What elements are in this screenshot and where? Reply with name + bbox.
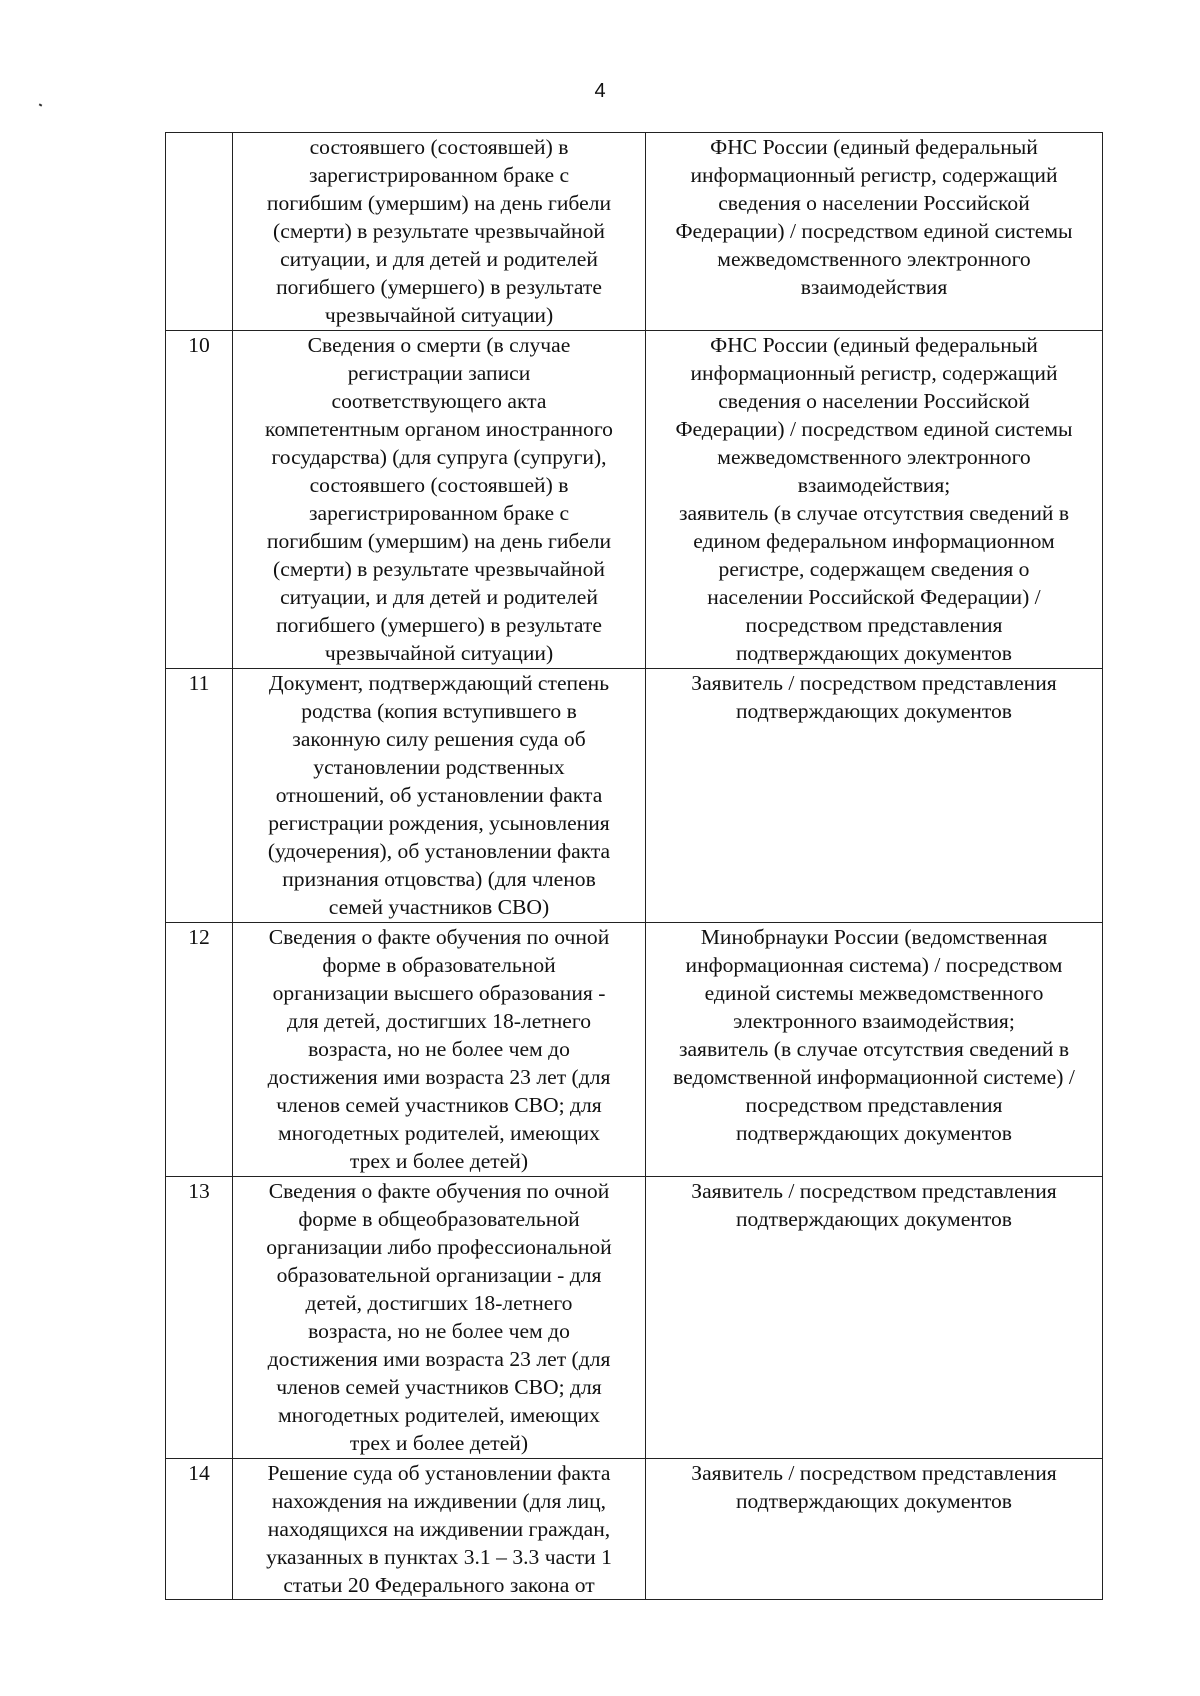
cell-text-line: членов семей участников СВО; для bbox=[276, 1375, 602, 1399]
source-cell bbox=[646, 923, 1103, 1177]
cell-text-line: для детей, достигших 18-летнего bbox=[286, 1009, 591, 1033]
cell-text-line: погибшего (умершего) в результате bbox=[276, 613, 602, 637]
cell-text-line: соответствующего акта bbox=[331, 389, 547, 413]
page-number: 4 bbox=[594, 80, 606, 102]
cell-text-line: взаимодействия bbox=[800, 275, 948, 299]
cell-text-line: находящихся на иждивении граждан, bbox=[267, 1517, 611, 1541]
cell-text-line: чрезвычайной ситуации) bbox=[324, 641, 554, 665]
document-cell bbox=[233, 923, 646, 1177]
table-row bbox=[166, 923, 1103, 1177]
cell-text-line: (смерти) в результате чрезвычайной bbox=[273, 219, 605, 243]
document-cell bbox=[233, 331, 646, 669]
cell-text-line: регистрации записи bbox=[347, 361, 531, 385]
cell-text-line: населении Российской Федерации) / bbox=[707, 585, 1041, 609]
cell-text-line: (удочерения), об установлении факта bbox=[267, 839, 611, 863]
cell-text-line: ФНС России (единый федеральный bbox=[710, 135, 1038, 159]
cell-text-line: регистре, содержащем сведения о bbox=[718, 557, 1030, 581]
cell-text-line: Федерации) / посредством единой системы bbox=[675, 219, 1073, 243]
table-row bbox=[166, 1459, 1103, 1600]
cell-text-line: состоявшего (состоявшей) в bbox=[309, 135, 569, 159]
cell-text-line: межведомственного электронного bbox=[717, 247, 1031, 271]
cell-text-line: Документ, подтверждающий степень bbox=[268, 671, 610, 695]
cell-text-line: семей участников СВО) bbox=[328, 895, 550, 919]
cell-text-line: зарегистрированном браке с bbox=[308, 501, 570, 525]
cell-text-line: погибшим (умершим) на день гибели bbox=[266, 529, 612, 553]
cell-text-line: подтверждающих документов bbox=[735, 1121, 1013, 1145]
cell-text-line: состоявшего (состоявшей) в bbox=[309, 473, 569, 497]
source-cell bbox=[646, 669, 1103, 923]
row-number-cell: 14 bbox=[166, 1459, 233, 1600]
cell-text-line: организации высшего образования - bbox=[272, 981, 606, 1005]
cell-text-line: Заявитель / посредством представления bbox=[691, 1461, 1057, 1485]
cell-text-line: (смерти) в результате чрезвычайной bbox=[273, 557, 605, 581]
cell-text-line: информационный регистр, содержащий bbox=[690, 163, 1058, 187]
row-number-cell bbox=[166, 133, 233, 331]
scan-speck bbox=[39, 103, 43, 106]
cell-text-line: нахождения на иждивении (для лиц, bbox=[271, 1489, 607, 1513]
cell-text-line: отношений, об установлении факта bbox=[275, 783, 603, 807]
documents-table bbox=[165, 132, 1103, 1600]
cell-text-line: ситуации, и для детей и родителей bbox=[280, 247, 598, 271]
row-number-cell: 10 bbox=[166, 331, 233, 669]
cell-text-line: Сведения о смерти (в случае bbox=[307, 333, 571, 357]
source-cell bbox=[646, 1459, 1103, 1600]
source-cell bbox=[646, 1177, 1103, 1459]
cell-text-line: Минобрнауки России (ведомственная bbox=[700, 925, 1048, 949]
table-row bbox=[166, 133, 1103, 331]
cell-text-line: заявитель (в случае отсутствия сведений в bbox=[678, 501, 1070, 525]
cell-text-line: установлении родственных bbox=[313, 755, 565, 779]
cell-text-line: взаимодействия; bbox=[797, 473, 951, 497]
documents-table-body bbox=[166, 133, 1103, 1600]
cell-text-line: возраста, но не более чем до bbox=[308, 1319, 570, 1343]
source-cell bbox=[646, 133, 1103, 331]
cell-text-line: детей, достигших 18-летнего bbox=[305, 1291, 573, 1315]
cell-text-line: членов семей участников СВО; для bbox=[276, 1093, 602, 1117]
cell-text-line: родства (копия вступившего в bbox=[301, 699, 577, 723]
cell-text-line: Сведения о факте обучения по очной bbox=[268, 925, 610, 949]
cell-text-line: посредством представления bbox=[745, 613, 1003, 637]
cell-text-line: ФНС России (единый федеральный bbox=[710, 333, 1038, 357]
cell-text-line: заявитель (в случае отсутствия сведений в bbox=[678, 1037, 1070, 1061]
cell-text-line: многодетных родителей, имеющих bbox=[278, 1403, 600, 1427]
cell-text-line: Заявитель / посредством представления bbox=[691, 671, 1057, 695]
cell-text-line: указанных в пунктах 3.1 – 3.3 части 1 bbox=[266, 1545, 612, 1569]
cell-text-line: законную силу решения суда об bbox=[292, 727, 586, 751]
cell-text-line: Сведения о факте обучения по очной bbox=[268, 1179, 610, 1203]
cell-text-line: информационная система) / посредством bbox=[685, 953, 1063, 977]
cell-text-line: многодетных родителей, имеющих bbox=[278, 1121, 600, 1145]
cell-text-line: статьи 20 Федерального закона от bbox=[283, 1573, 595, 1597]
row-number-cell: 12 bbox=[166, 923, 233, 1177]
table-row bbox=[166, 1177, 1103, 1459]
document-cell bbox=[233, 1459, 646, 1600]
cell-text-line: подтверждающих документов bbox=[735, 1207, 1013, 1231]
source-cell bbox=[646, 331, 1103, 669]
cell-text-line: посредством представления bbox=[745, 1093, 1003, 1117]
cell-text-line: государства) (для супруга (супруги), bbox=[271, 445, 607, 469]
cell-text-line: трех и более детей) bbox=[349, 1149, 529, 1173]
cell-text-line: подтверждающих документов bbox=[735, 699, 1013, 723]
cell-text-line: зарегистрированном браке с bbox=[308, 163, 570, 187]
cell-text-line: трех и более детей) bbox=[349, 1431, 529, 1455]
cell-text-line: форме в общеобразовательной bbox=[298, 1207, 580, 1231]
cell-text-line: информационный регистр, содержащий bbox=[690, 361, 1058, 385]
cell-text-line: возраста, но не более чем до bbox=[308, 1037, 570, 1061]
document-cell bbox=[233, 1177, 646, 1459]
cell-text-line: ведомственной информационной системе) / bbox=[673, 1065, 1075, 1089]
table-row bbox=[166, 331, 1103, 669]
cell-text-line: признания отцовства) (для членов bbox=[282, 867, 596, 891]
cell-text-line: межведомственного электронного bbox=[717, 445, 1031, 469]
cell-text-line: достижения ими возраста 23 лет (для bbox=[267, 1347, 611, 1371]
cell-text-line: компетентным органом иностранного bbox=[265, 417, 613, 441]
cell-text-line: Заявитель / посредством представления bbox=[691, 1179, 1057, 1203]
cell-text-line: Федерации) / посредством единой системы bbox=[675, 417, 1073, 441]
document-cell bbox=[233, 133, 646, 331]
cell-text-line: организации либо профессиональной bbox=[266, 1235, 612, 1259]
cell-text-line: погибшего (умершего) в результате bbox=[276, 275, 602, 299]
document-cell bbox=[233, 669, 646, 923]
cell-text-line: погибшим (умершим) на день гибели bbox=[266, 191, 612, 215]
cell-text-line: единой системы межведомственного bbox=[704, 981, 1044, 1005]
cell-text-line: образовательной организации - для bbox=[276, 1263, 602, 1287]
row-number-cell: 11 bbox=[166, 669, 233, 923]
cell-text-line: подтверждающих документов bbox=[735, 1489, 1013, 1513]
cell-text-line: подтверждающих документов bbox=[735, 641, 1013, 665]
cell-text-line: чрезвычайной ситуации) bbox=[324, 303, 554, 327]
cell-text-line: регистрации рождения, усыновления bbox=[268, 811, 610, 835]
table-row bbox=[166, 669, 1103, 923]
cell-text-line: Решение суда об установлении факта bbox=[267, 1461, 611, 1485]
cell-text-line: ситуации, и для детей и родителей bbox=[280, 585, 598, 609]
row-number-cell: 13 bbox=[166, 1177, 233, 1459]
cell-text-line: сведения о населении Российской bbox=[718, 191, 1030, 215]
cell-text-line: электронного взаимодействия; bbox=[733, 1009, 1015, 1033]
cell-text-line: сведения о населении Российской bbox=[718, 389, 1030, 413]
cell-text-line: едином федеральном информационном bbox=[693, 529, 1055, 553]
cell-text-line: форме в образовательной bbox=[322, 953, 556, 977]
cell-text-line: достижения ими возраста 23 лет (для bbox=[267, 1065, 611, 1089]
